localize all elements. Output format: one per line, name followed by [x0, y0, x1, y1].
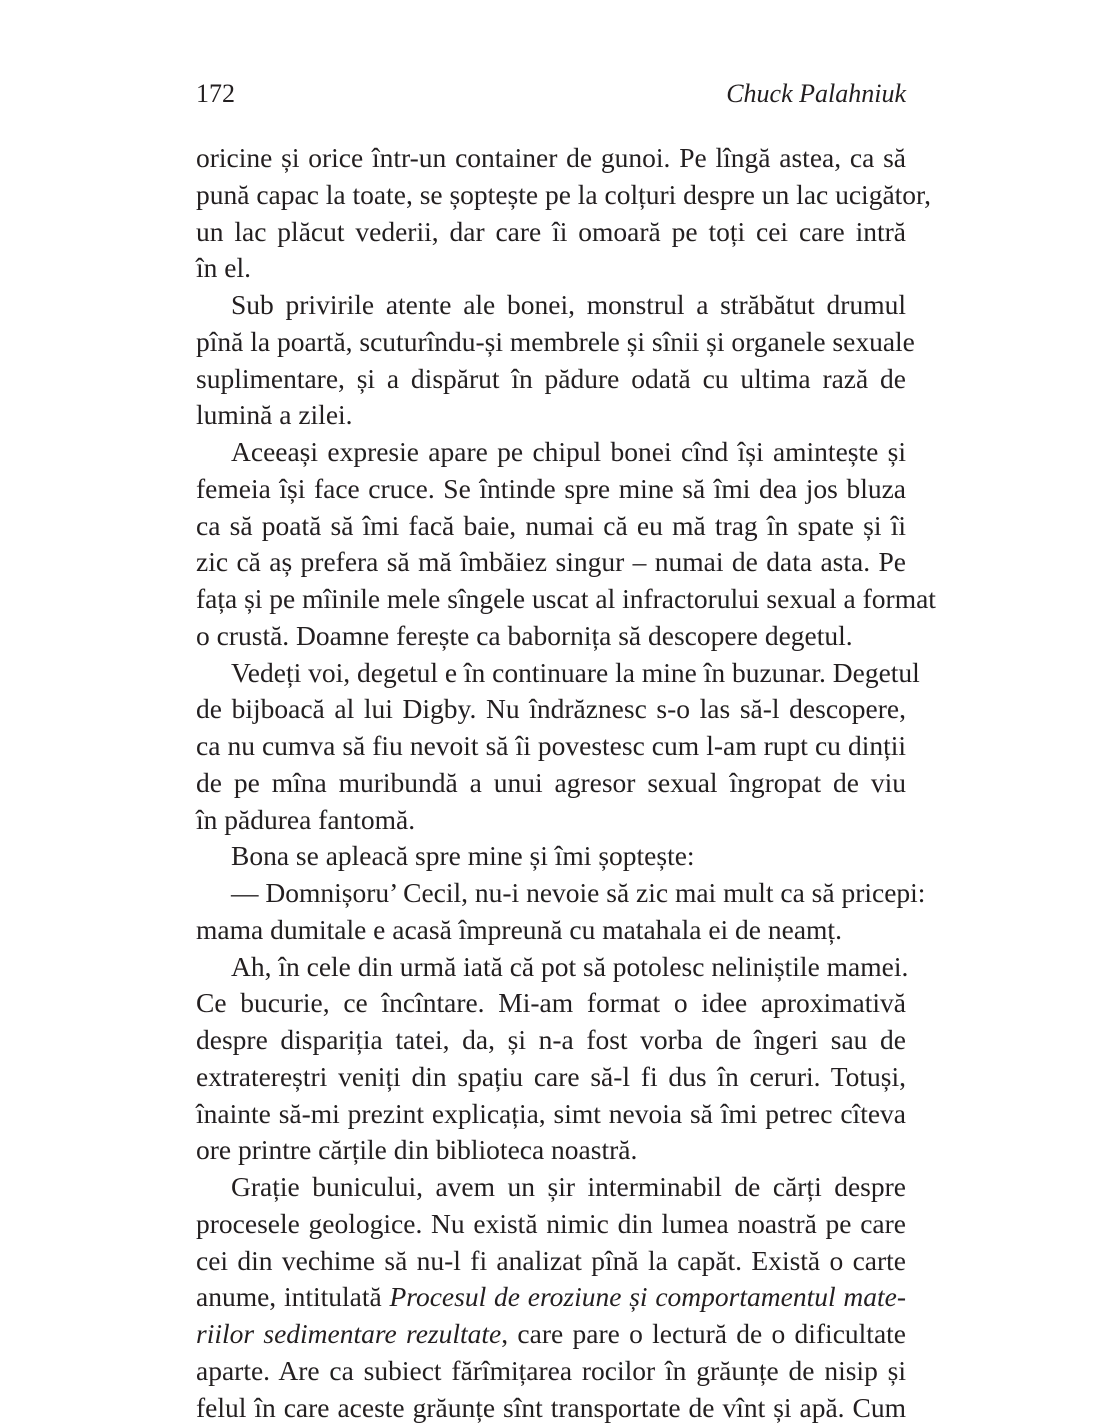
- text-line: zic că aș prefera să mă îmbăiez singur – numai de data asta. Pe: [196, 544, 906, 581]
- page-header: [196, 76, 906, 112]
- text-line: extratereștri veniți din spațiu care să-l fi dus în ceruri. Totuși,: [196, 1059, 906, 1096]
- paragraph-first-line: Ah, în cele din urmă iată că pot să potolesc neliniștile mamei.: [196, 949, 906, 986]
- text-line: suplimentare, și a dispărut în pădure odată cu ultima rază de: [196, 361, 906, 398]
- paragraph-first-line: Aceeași expresie apare pe chipul bonei cînd își amintește și: [196, 434, 906, 471]
- text-line: de bijboacă al lui Digby. Nu îndrăznesc s-o las să-l descopere,: [196, 691, 906, 728]
- paragraph-first-line: Sub privirile atente ale bonei, monstrul a străbătut drumul: [196, 287, 906, 324]
- text-line: despre dispariția tatei, da, și n-a fost vorba de îngeri sau de: [196, 1022, 906, 1059]
- text-line: aparte. Are ca subiect fărîmițarea rocilor în grăunțe de nisip și: [196, 1353, 906, 1390]
- text-line: ca nu cumva să fiu nevoit să îi povestesc cum l-am rupt cu dinții: [196, 728, 906, 765]
- text-line: [196, 1279, 906, 1316]
- text-line: felul în care aceste grăunțe sînt transportate de vînt și apă. Cum: [196, 1390, 906, 1426]
- text-line: Ce bucurie, ce încîntare. Mi-am format o idee aproximativă: [196, 985, 906, 1022]
- book-title-italic: Procesul de eroziune și comportamentul mate-: [390, 1281, 907, 1312]
- paragraph-first-line: Grație bunicului, avem un șir interminabil de cărți despre: [196, 1169, 906, 1206]
- text-line: ore printre cărțile din biblioteca noastră.: [196, 1132, 906, 1169]
- text-line: în pădurea fantomă.: [196, 802, 906, 839]
- text-line: fața și pe mîinile mele sîngele uscat al infractorului sexual a format: [196, 581, 906, 618]
- text-line: în el.: [196, 250, 906, 287]
- text-line: de pe mîna muribundă a unui agresor sexual îngropat de viu: [196, 765, 906, 802]
- text-line: oricine și orice într-un container de gunoi. Pe lîngă astea, ca să: [196, 140, 906, 177]
- text-line: femeia își face cruce. Se întinde spre mine să îmi dea jos bluza: [196, 471, 906, 508]
- page-number: 172: [196, 76, 235, 112]
- text-segment: , care pare o lectură de o dificultate: [501, 1318, 906, 1349]
- dialogue-line: — Domnișoru’ Cecil, nu-i nevoie să zic mai mult ca să pricepi:: [196, 875, 906, 912]
- text-line: ca să poată să îmi facă baie, numai că eu mă trag în spate și îi: [196, 508, 906, 545]
- running-head-author: Chuck Palahniuk: [726, 76, 906, 112]
- text-line: mama dumitale e acasă împreună cu matahala ei de neamț.: [196, 912, 906, 949]
- text-line: pună capac la toate, se șoptește pe la colțuri despre un lac ucigător,: [196, 177, 906, 214]
- text-line: înainte să-mi prezint explicația, simt nevoia să îmi petrec cîteva: [196, 1096, 906, 1133]
- text-line: procesele geologice. Nu există nimic din lumea noastră pe care: [196, 1206, 906, 1243]
- text-line: lumină a zilei.: [196, 397, 906, 434]
- text-line: cei din vechime să nu-l fi analizat pînă la capăt. Există o carte: [196, 1243, 906, 1280]
- book-title-italic: riilor sedimentare rezultate: [196, 1318, 501, 1349]
- text-line: o crustă. Doamne ferește ca babornița să descopere degetul.: [196, 618, 906, 655]
- text-segment: anume, intitulată: [196, 1281, 390, 1312]
- text-line: un lac plăcut vederii, dar care îi omoară pe toți cei care intră: [196, 214, 906, 251]
- text-line: [196, 1316, 906, 1353]
- paragraph-first-line: Vedeți voi, degetul e în continuare la mine în buzunar. Degetul: [196, 655, 906, 692]
- body-text: [196, 140, 906, 1426]
- text-line: pînă la poartă, scuturîndu-și membrele și sînii și organele sexuale: [196, 324, 906, 361]
- paragraph-first-line: Bona se apleacă spre mine și îmi șoptește:: [196, 838, 906, 875]
